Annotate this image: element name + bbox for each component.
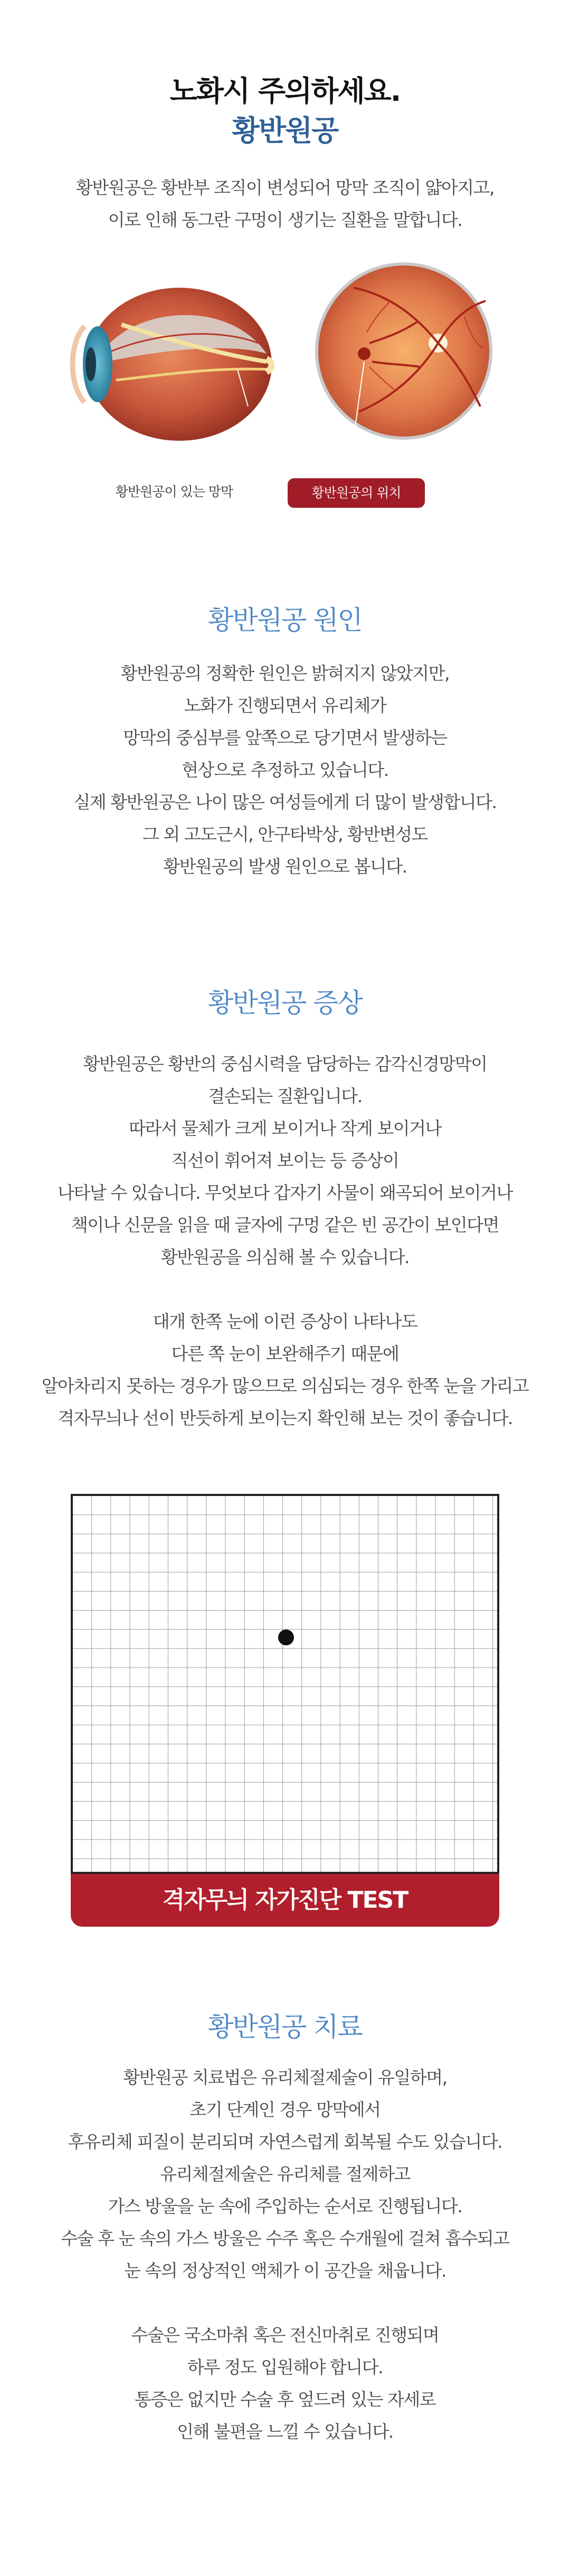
treatment-line: 가스 방울을 눈 속에 주입하는 순서로 진행됩니다. — [108, 2196, 462, 2217]
grid-test-banner: 격자무늬 자가진단 TEST — [71, 1874, 499, 1927]
treatment-line: 수술은 국소마취 혹은 전신마취로 진행되며 — [131, 2325, 439, 2345]
amsler-grid — [71, 1494, 499, 1874]
symptom-line: 책이나 신문을 읽을 때 글자에 구멍 같은 빈 공간이 보인다면 — [71, 1215, 499, 1235]
symptom-line: 따라서 물체가 크게 보이거나 작게 보이거나 — [129, 1118, 441, 1139]
cause-line: 현상으로 추정하고 있습니다. — [182, 760, 388, 780]
cause-paragraph — [21, 657, 549, 883]
symptom-title: 황반원공 증상 — [208, 988, 362, 1018]
header-title: 노화시 주의하세요. — [169, 74, 401, 108]
treatment-line — [21, 2287, 549, 2319]
cause-line: 그 외 고도근시, 안구타박상, 황반변성도 — [142, 824, 428, 845]
treatment-line: 하루 정도 입원해야 합니다. — [187, 2357, 383, 2378]
symptom-line: 직선이 휘어져 보이는 등 증상이 — [171, 1150, 399, 1171]
symptom-line: 다른 쪽 눈이 보완해주기 때문에 — [171, 1343, 399, 1364]
cause-line: 황반원공의 발생 원인으로 봅니다. — [163, 856, 407, 877]
symptom-line: 황반원공은 황반의 중심시력을 담당하는 감각신경망막이 — [83, 1054, 487, 1074]
symptom-line: 나타날 수 있습니다. 무엇보다 갑자기 사물이 왜곡되어 보이거나 — [58, 1182, 512, 1203]
symptom-line — [21, 1273, 549, 1305]
symptom-line: 황반원공을 의심해 볼 수 있습니다. — [160, 1247, 410, 1267]
caption-macular-hole-retina: 황반원공이 있는 망막 — [115, 484, 233, 499]
treatment-line: 눈 속의 정상적인 액체가 이 공간을 채웁니다. — [124, 2260, 446, 2281]
cause-title: 황반원공 원인 — [208, 605, 362, 636]
treatment-line: 인해 불편을 느낄 수 있습니다. — [177, 2421, 393, 2442]
treatment-line: 후유리체 피질이 분리되며 자연스럽게 회복될 수도 있습니다. — [68, 2132, 502, 2152]
treatment-line: 수술 후 눈 속의 가스 방울은 수주 혹은 수개월에 걸쳐 흡수되고 — [61, 2228, 509, 2249]
treatment-paragraph — [21, 2061, 549, 2448]
treatment-title: 황반원공 치료 — [208, 2012, 362, 2042]
retina-fundus-illustration — [311, 259, 496, 443]
symptom-paragraph — [21, 1048, 549, 1434]
cause-line: 실제 황반원공은 나이 많은 여성들에게 더 많이 발생합니다. — [73, 792, 497, 812]
eye-cross-section-illustration — [58, 274, 280, 475]
macular-hole-spot — [358, 347, 370, 360]
fundus-circle — [317, 264, 491, 438]
cause-line: 노화가 진행되면서 유리체가 — [184, 695, 386, 716]
cause-line: 망막의 중심부를 앞쪽으로 당기면서 발생하는 — [123, 727, 447, 748]
treatment-line: 황반원공 치료법은 유리체절제술이 유일하며, — [123, 2067, 447, 2088]
treatment-line: 초기 단계인 경우 망막에서 — [189, 2099, 381, 2120]
intro-paragraph — [21, 172, 549, 236]
symptom-line: 격자무늬나 선이 반듯하게 보이는지 확인해 보는 것이 좋습니다. — [58, 1408, 512, 1428]
symptom-line: 결손되는 질환입니다. — [208, 1086, 362, 1106]
eyeball-shape — [87, 288, 272, 441]
header-subtitle: 황반원공 — [232, 114, 338, 147]
treatment-line: 통증은 없지만 수술 후 엎드려 있는 자세로 — [134, 2389, 436, 2410]
symptom-line: 알아차리지 못하는 경우가 많으므로 의심되는 경우 한쪽 눈을 가리고 — [41, 1376, 529, 1396]
intro-line: 황반원공은 황반부 조직이 변성되어 망막 조직이 얇아지고, — [76, 177, 494, 198]
caption-macular-hole-location: 황반원공의 위치 — [288, 478, 425, 508]
symptom-line: 대개 한쪽 눈에 이런 증상이 나타나도 — [153, 1311, 417, 1332]
intro-line: 이로 인해 동그란 구멍이 생기는 질환을 말합니다. — [108, 210, 462, 230]
cause-line: 황반원공의 정확한 원인은 밝혀지지 않았지만, — [120, 663, 450, 684]
grid-center-dot — [278, 1630, 294, 1645]
treatment-line: 유리체절제술은 유리체를 절제하고 — [160, 2164, 410, 2184]
